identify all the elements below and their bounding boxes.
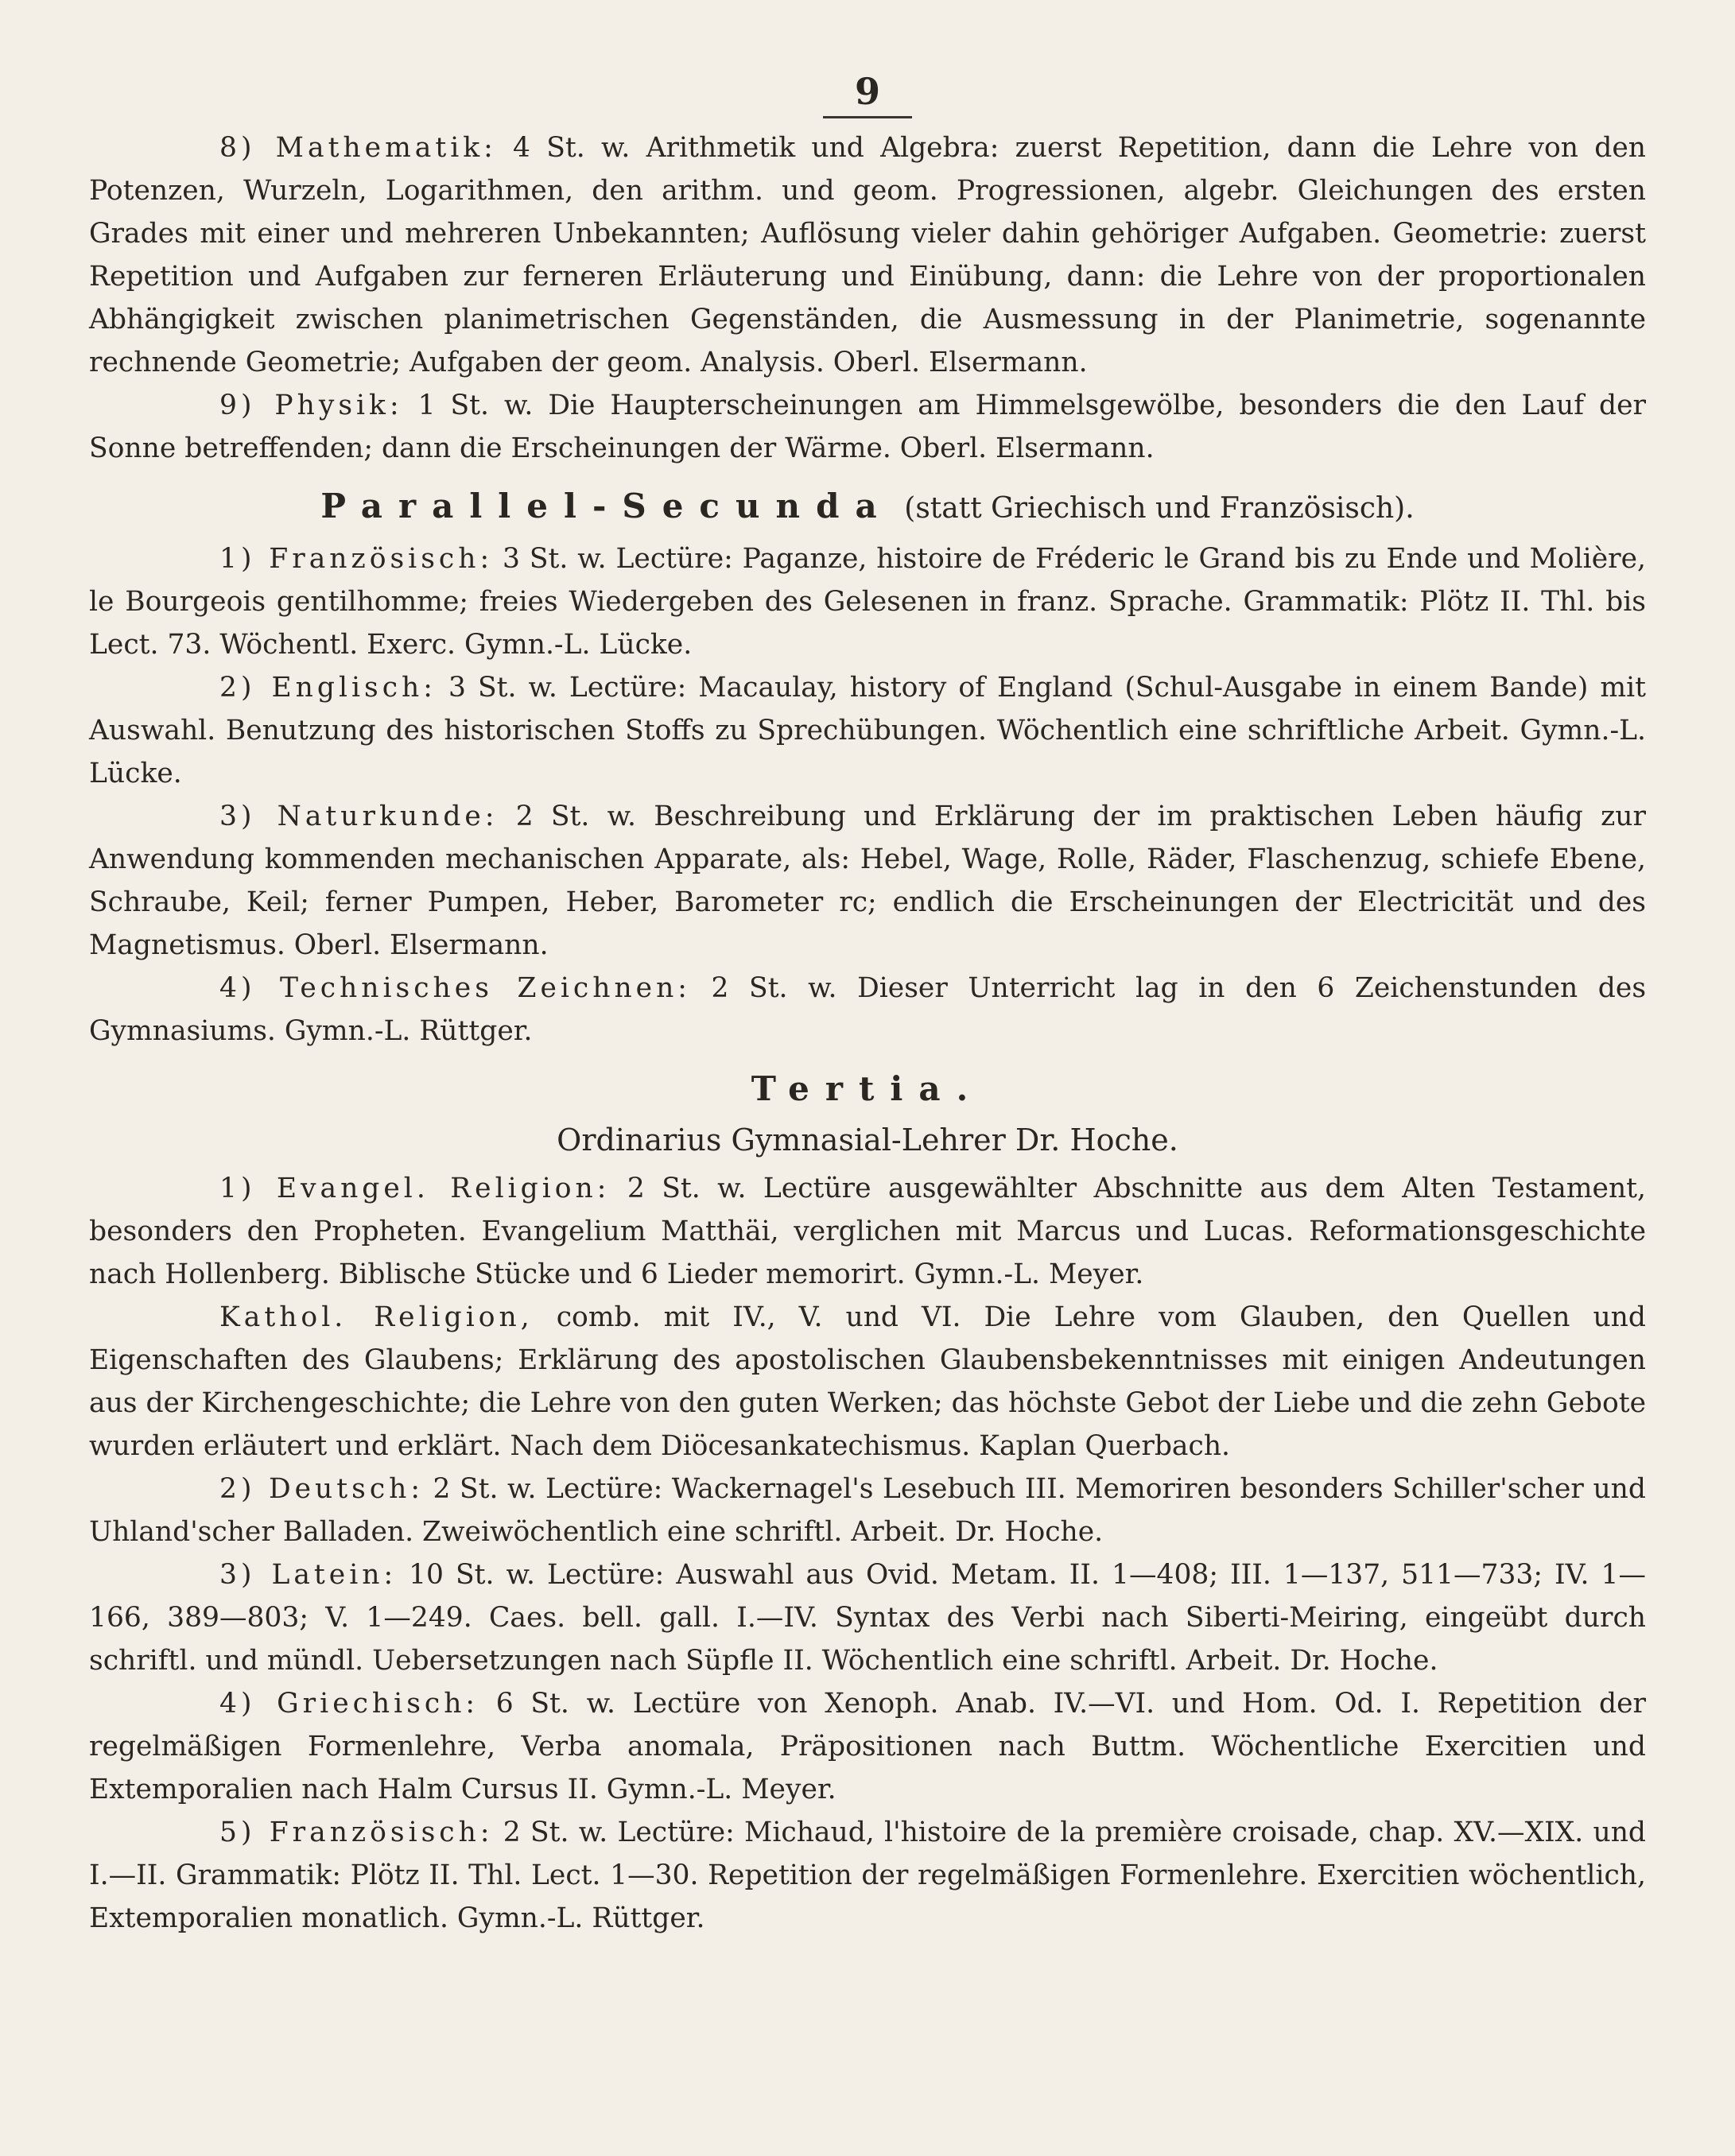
paragraph-englisch <box>89 666 1646 795</box>
paragraph-deutsch <box>89 1468 1646 1553</box>
subject-label: 1) Französisch: <box>219 543 494 575</box>
paragraph-text: 2 St. w. Lectüre: Wackernagel's Lesebuch III. Memoriren besonders Schiller'scher und Uhland'scher Balladen. Zweiwöchentlich eine schriftl. Arbeit. Dr. Hoche. <box>89 1473 1646 1548</box>
paragraph-mathematik <box>89 126 1646 384</box>
paragraph-latein <box>89 1553 1646 1682</box>
subject-label: 9) Physik: <box>219 390 403 421</box>
paragraph-kathol-religion <box>89 1296 1646 1468</box>
paragraph-text: 2 St. w. Lectüre: Michaud, l'histoire de la première croisade, chap. XV.—XIX. und I.—II. Grammatik: Plötz II. Thl. Lect. 1—30. Repetition der regelmäßigen Formenlehre. Exercitien wöchentlich, Extemporalien monatlich. Gymn.-L. Rüttger. <box>89 1817 1647 1934</box>
paragraph-text: 1 St. w. Die Haupterscheinungen am Himmelsgewölbe, besonders die den Lauf der Sonne betreffenden; dann die Erscheinungen der Wärme. Oberl. Elsermann. <box>89 390 1647 464</box>
section-heading-parallel-secunda <box>89 484 1646 531</box>
subject-label: Kathol. Religion, <box>219 1301 534 1333</box>
paragraph-technisches-zeichnen <box>89 967 1646 1053</box>
paragraph-text: 6 St. w. Lectüre von Xenoph. Anab. IV.—VI. und Hom. Od. I. Repetition der regelmäßigen Formenlehre, Verba anomala, Präpositionen nach Buttm. Wöchentliche Exercitien und Extemporalien nach Halm Cursus II. Gymn.-L. Meyer. <box>89 1688 1646 1805</box>
paragraph-franzoesisch-tertia <box>89 1811 1646 1940</box>
section-subtitle: Ordinarius Gymnasial-Lehrer Dr. Hoche. <box>557 1123 1178 1157</box>
paragraph-text: comb. mit IV., V. und VI. Die Lehre vom Glauben, den Quellen und Eigenschaften des Glaubens; Erklärung des apostolischen Glaubensbekenntnisses mit einigen Andeutungen aus der Kirchengeschichte; die Lehre von den guten Werken; das höchste Gebot der Liebe und die zehn Gebote wurden erläutert und erklärt. Nach dem Diöcesankatechismus. Kaplan Querbach. <box>89 1301 1646 1462</box>
section-title-note: (statt Griechisch und Französisch). <box>904 492 1415 525</box>
paragraph-text: 2 St. w. Dieser Unterricht lag in den 6 Zeichenstunden des Gymnasiums. Gymn.-L. Rüttger. <box>89 972 1647 1047</box>
subject-label: 1) Evangel. Religion: <box>219 1173 611 1204</box>
paragraph-physik <box>89 384 1646 470</box>
section-title: Parallel-Secunda <box>320 487 893 525</box>
subject-label: 4) Griechisch: <box>219 1688 479 1720</box>
document-page <box>89 70 1646 1940</box>
subject-label: 8) Mathematik: <box>219 132 497 164</box>
paragraph-evangel-religion <box>89 1167 1646 1296</box>
subject-label: 5) Französisch: <box>219 1817 494 1848</box>
section-heading-tertia <box>89 1067 1646 1111</box>
paragraph-naturkunde <box>89 795 1646 967</box>
subject-label: 3) Latein: <box>219 1559 398 1591</box>
subject-label: 2) Deutsch: <box>219 1473 424 1505</box>
paragraph-text: 2 St. w. Beschreibung und Erklärung der im praktischen Leben häufig zur Anwendung kommenden mechanischen Apparate, als: Hebel, Wage, Rolle, Räder, Flaschenzug, schiefe Ebene, Schraube, Keil; ferner Pumpen, Heber, Barometer rc; endlich die Erscheinungen der Electricität und des Magnetismus. Oberl. Elsermann. <box>89 801 1647 961</box>
paragraph-text: 3 St. w. Lectüre: Paganze, histoire de Fréderic le Grand bis zu Ende und Molière, le Bourgeois gentilhomme; freies Wiedergeben des Gelesenen in franz. Sprache. Grammatik: Plötz II. Thl. bis Lect. 73. Wöchentl. Exerc. Gymn.-L. Lücke. <box>89 543 1647 661</box>
paragraph-text: 10 St. w. Lectüre: Auswahl aus Ovid. Metam. II. 1—408; III. 1—137, 511—733; IV. 1—166, 389—803; V. 1—249. Caes. bell. gall. I.—IV. Syntax des Verbi nach Siberti-Meiring, eingeübt durch schriftl. und mündl. Uebersetzungen nach Süpfle II. Wöchentlich eine schriftl. Arbeit. Dr. Hoche. <box>89 1559 1646 1677</box>
paragraph-text: 3 St. w. Lectüre: Macaulay, history of England (Schul-Ausgabe in einem Bande) mit Auswahl. Benutzung des historischen Stoffs zu Sprechübungen. Wöchentlich eine schriftliche Arbeit. Gymn.-L. Lücke. <box>89 672 1646 789</box>
subject-label: 4) Technisches Zeichnen: <box>219 972 691 1004</box>
subject-label: 2) Englisch: <box>219 672 437 704</box>
paragraph-text: 2 St. w. Lectüre ausgewählter Abschnitte aus dem Alten Testament, besonders den Propheten. Evangelium Matthäi, verglichen mit Marcus und Lucas. Reformationsgeschichte nach Hollenberg. Biblische Stücke und 6 Lieder memorirt. Gymn.-L. Meyer. <box>89 1173 1646 1290</box>
section-title: Tertia. <box>751 1069 984 1108</box>
subject-label: 3) Naturkunde: <box>219 801 499 832</box>
paragraph-griechisch <box>89 1682 1646 1811</box>
page-number: 9 <box>89 70 1646 118</box>
paragraph-franzoesisch <box>89 537 1646 666</box>
paragraph-text: 4 St. w. Arithmetik und Algebra: zuerst Repetition, dann die Lehre von den Potenzen, Wurzeln, Logarithmen, den arithm. und geom. Progressionen, algebr. Gleichungen des ersten Grades mit einer und mehreren Unbekannten; Auflösung vieler dahin gehöriger Aufgaben. Geometrie: zuerst Repetition und Aufgaben zur ferneren Erläuterung und Einübung, dann: die Lehre von der proportionalen Abhängigkeit zwischen planimetrischen Gegenständen, die Ausmessung in der Planimetrie, sogenannte rechnende Geometrie; Aufgaben der geom. Analysis. Oberl. Elsermann. <box>89 132 1646 378</box>
